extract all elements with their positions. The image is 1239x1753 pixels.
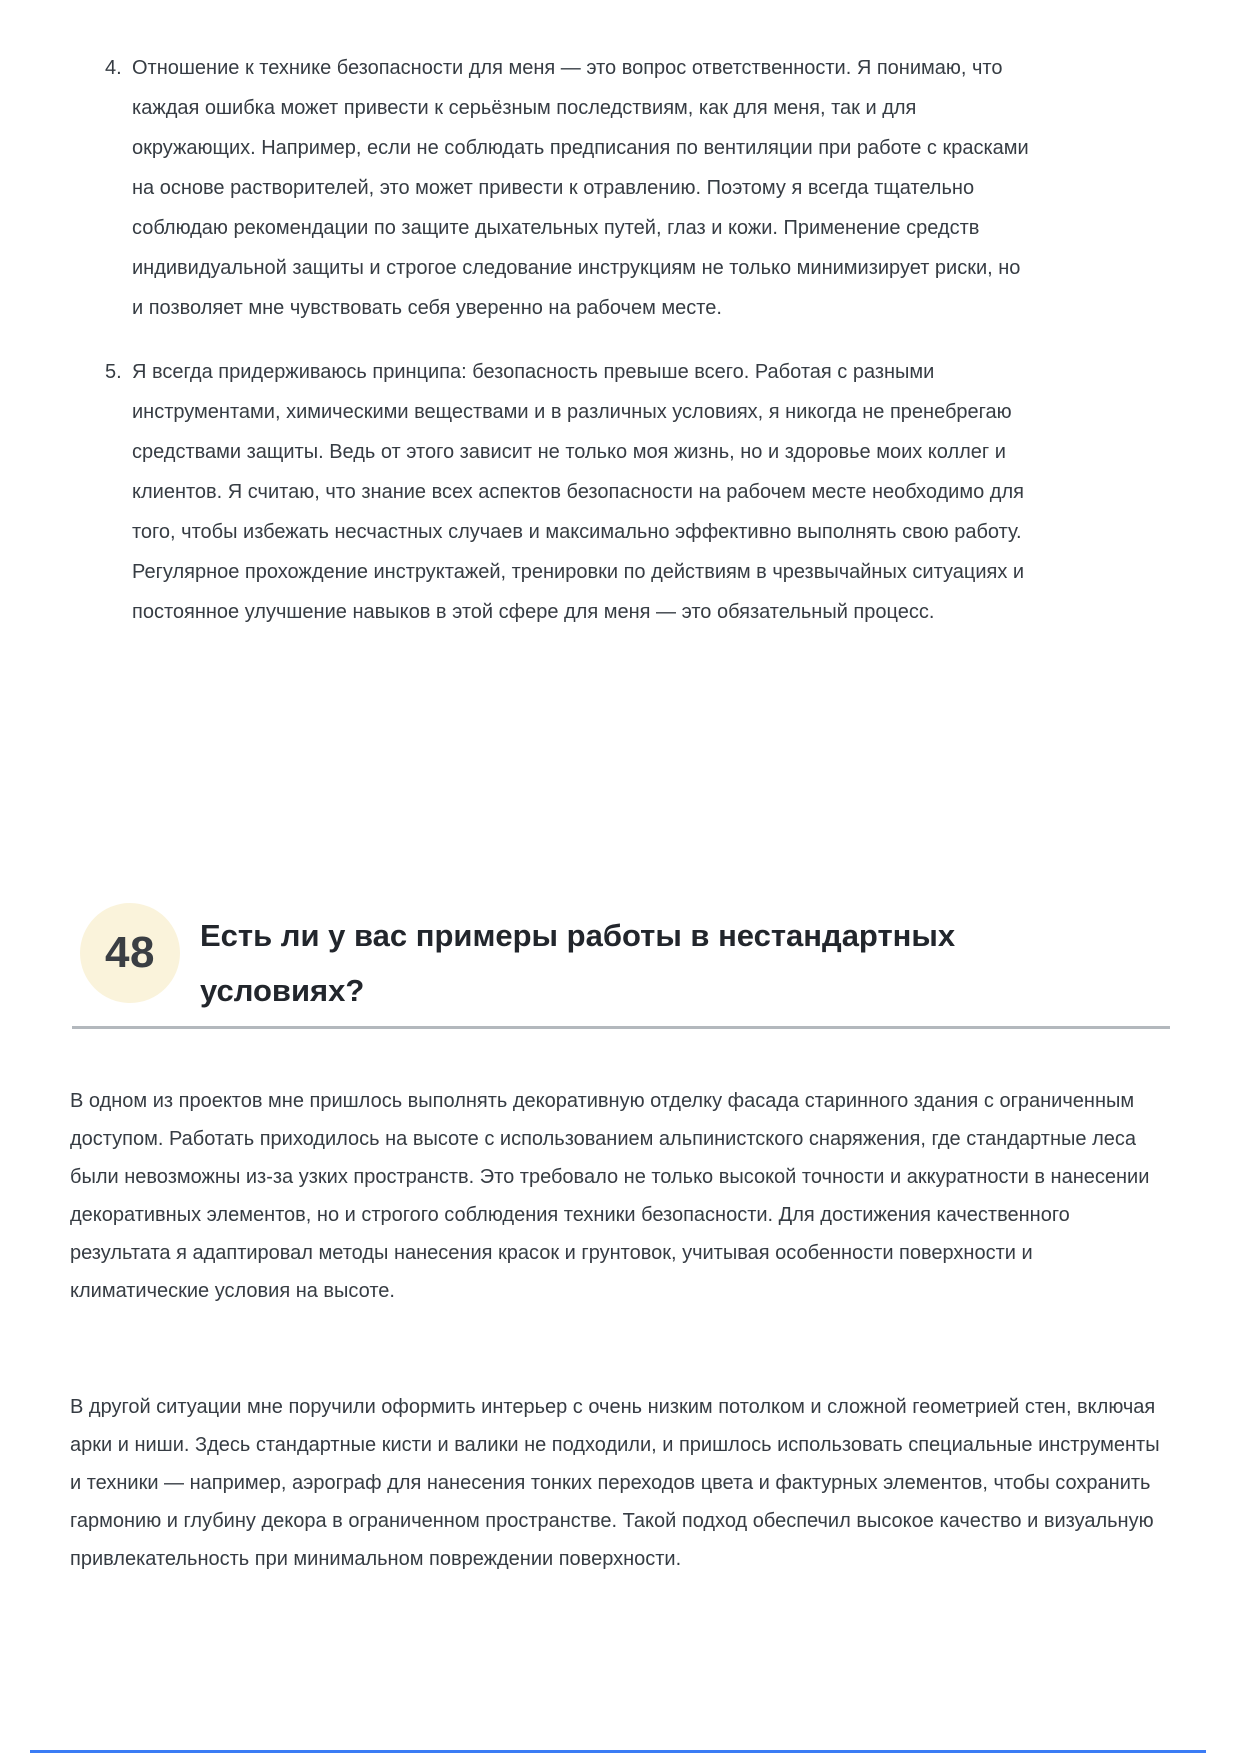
- ordered-list: [72, 48, 1042, 632]
- section-divider: [72, 1026, 1170, 1029]
- answer-paragraph: В одном из проектов мне пришлось выполнять декоративную отделку фасада старинного здания с ограниченным доступом. Работать приходилось на высоте с использованием альпинистского снаряжения, где стандартные леса были невозможны из-за узких пространств. Это требовало не только высокой точности и аккуратности в нанесении декоративных элементов, но и строгого соблюдения техники безопасности. Для достижения качественного результата я адаптировал методы нанесения красок и грунтовок, учитывая особенности поверхности и климатические условия на высоте.: [70, 1090, 1150, 1302]
- list-item-text: Я всегда придерживаюсь принципа: безопасность превыше всего. Работая с разными инструментами, химическими веществами и в различных условиях, я никогда не пренебрегаю средствами защиты. Ведь от этого зависит не только моя жизнь, но и здоровье моих коллег и клиентов. Я считаю, что знание всех аспектов безопасности на рабочем месте необходимо для того, чтобы избежать несчастных случаев и максимально эффективно выполнять свою работу. Регулярное прохождение инструктажей, тренировки по действиям в чрезвычайных ситуациях и постоянное улучшение навыков в этой сфере для меня — это обязательный процесс.: [132, 361, 1025, 623]
- list-item-number: 4.: [105, 57, 122, 79]
- question-number: 48: [105, 928, 155, 977]
- list-item-text: Отношение к технике безопасности для меня — это вопрос ответственности. Я понимаю, что каждая ошибка может привести к серьёзным последствиям, как для меня, так и для окружающих. Например, если не соблюдать предписания по вентиляции при работе с красками на основе растворителей, это может привести к отравлению. Поэтому я всегда тщательно соблюдаю рекомендации по защите дыхательных путей, глаз и кожи. Применение средств индивидуальной защиты и строгое следование инструкциям не только минимизирует риски, но и позволяет мне чувствовать себя уверенно на рабочем месте.: [132, 57, 1029, 319]
- list-item-number: 5.: [105, 361, 122, 383]
- question-number-badge: [80, 903, 180, 1003]
- question-title: Есть ли у вас примеры работы в нестандартных условиях?: [200, 918, 956, 1008]
- answer-paragraph: В другой ситуации мне поручили оформить интерьер с очень низким потолком и сложной геометрией стен, включая арки и ниши. Здесь стандартные кисти и валики не подходили, и пришлось использовать специальные инструменты и техники — например, аэрограф для нанесения тонких переходов цвета и фактурных элементов, чтобы сохранить гармонию и глубину декора в ограниченном пространстве. Такой подход обеспечил высокое качество и визуальную привлекательность при минимальном повреждении поверхности.: [70, 1396, 1160, 1570]
- list-item: [105, 48, 1032, 328]
- numbered-answer-list: [72, 48, 1042, 656]
- list-item: [105, 352, 1032, 632]
- question-header: [72, 903, 1170, 1018]
